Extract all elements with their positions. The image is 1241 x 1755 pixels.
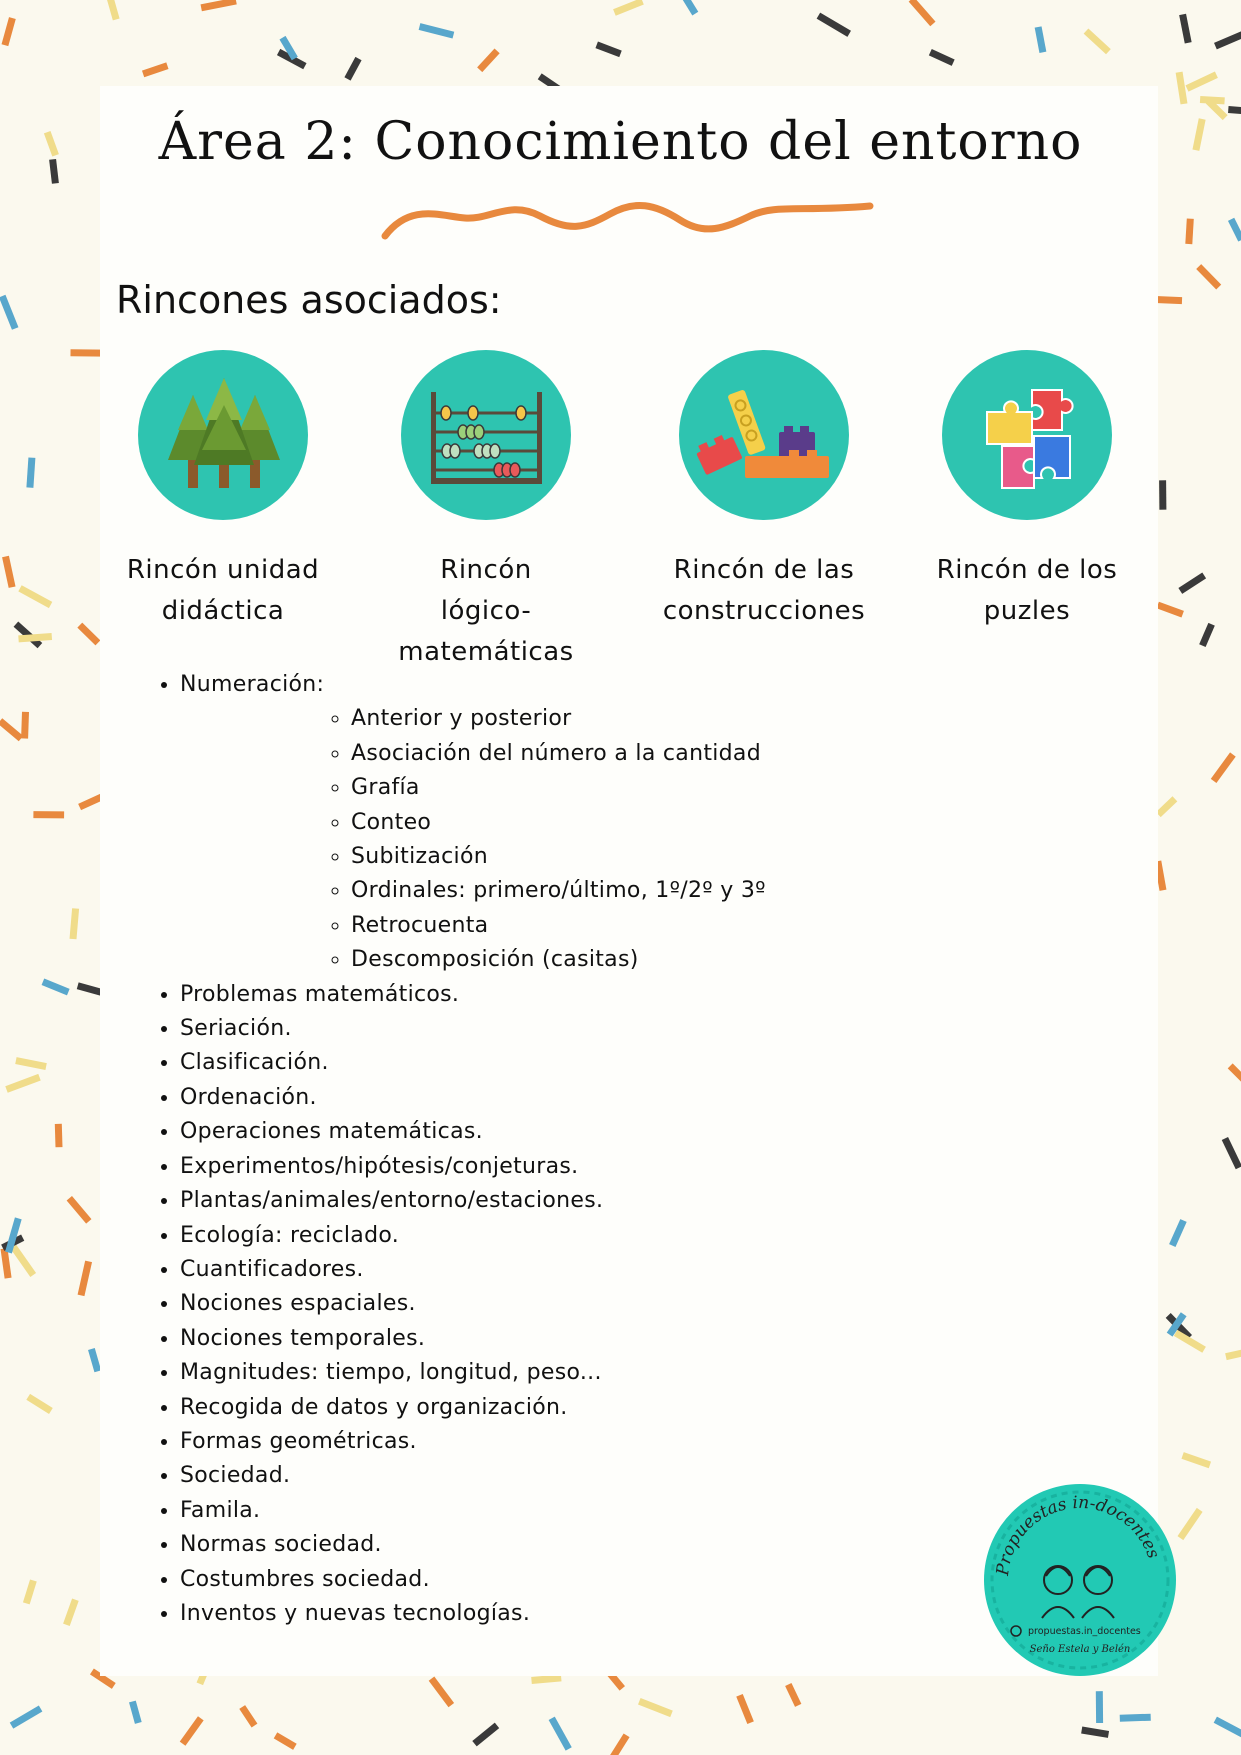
corner-label-line2: lógico-matemáticas <box>398 596 574 667</box>
list-item: • Formas geométricas. <box>180 1425 766 1459</box>
list-item: • Problemas matemáticos. <box>180 978 766 1012</box>
confetti-sprinkle <box>2 296 15 328</box>
confetti-sprinkle <box>25 712 26 739</box>
stamp-brand-text: Propuestas in-docentes <box>993 1492 1164 1577</box>
sub-list <box>180 702 766 977</box>
list-item: • Recogida de datos y organización. <box>180 1391 766 1425</box>
confetti-sprinkle <box>1200 100 1225 101</box>
list-item: • Nociones temporales. <box>180 1322 766 1356</box>
confetti-sprinkle <box>91 1349 97 1371</box>
list-item: • Experimentos/hipótesis/conjeturas. <box>180 1150 766 1184</box>
list-item: • Plantas/animales/entorno/estaciones. <box>180 1184 766 1218</box>
blocks-icon <box>679 350 849 520</box>
confetti-sprinkle <box>183 1718 201 1743</box>
confetti-sprinkle <box>1158 861 1163 890</box>
corner-logico-matematicas <box>356 350 616 673</box>
list-item: • Operaciones matemáticas. <box>180 1115 766 1149</box>
confetti-sprinkle <box>13 1247 33 1275</box>
sub-list-item: ◦ Anterior y posterior <box>351 702 766 736</box>
stamp-authors-text: Seño Estela y Belén <box>1029 1644 1131 1655</box>
confetti-sprinkle <box>81 1261 89 1295</box>
confetti-sprinkle <box>639 1701 671 1714</box>
confetti-sprinkle <box>201 1 236 8</box>
confetti-sprinkle <box>1082 1730 1109 1734</box>
corner-label-line1: Rincón unidad <box>126 555 320 585</box>
trees-icon <box>138 350 308 520</box>
confetti-sprinkle <box>1187 75 1216 89</box>
confetti-sprinkle <box>1202 624 1211 645</box>
confetti-sprinkle <box>108 0 117 19</box>
confetti-sprinkle <box>6 557 13 588</box>
corner-label-line2: didáctica <box>161 596 285 626</box>
sub-list-item: ◦ Asociación del número a la cantidad <box>351 737 766 771</box>
confetti-sprinkle <box>1180 575 1204 591</box>
confetti-sprinkle <box>1180 1510 1199 1538</box>
confetti-sprinkle <box>475 1725 498 1743</box>
confetti-sprinkle <box>4 1249 8 1279</box>
list-item <box>180 668 766 978</box>
confetti-sprinkle <box>26 1581 33 1604</box>
confetti-sprinkle <box>16 1061 46 1067</box>
list-item-text: Numeración: <box>180 672 325 697</box>
confetti-sprinkle <box>552 1718 569 1749</box>
corner-puzles <box>897 350 1157 632</box>
corner-label-line1: Rincón de los <box>936 555 1118 585</box>
confetti-sprinkle <box>911 0 933 24</box>
confetti-sprinkle <box>1225 1139 1239 1168</box>
list-item: • Nociones espaciales. <box>180 1287 766 1321</box>
corner-label-line1: Rincón <box>440 555 532 585</box>
confetti-sprinkle <box>1038 27 1043 52</box>
abacus-icon <box>401 350 571 520</box>
confetti-sprinkle <box>1215 1720 1241 1735</box>
sub-list-item: ◦ Grafía <box>351 771 766 805</box>
corner-label-line1: Rincón de las <box>673 555 855 585</box>
confetti-sprinkle <box>28 1397 51 1411</box>
confetti-sprinkle <box>420 27 454 36</box>
confetti-sprinkle <box>1158 799 1175 815</box>
confetti-sprinkle <box>1215 34 1241 46</box>
confetti-sprinkle <box>532 1678 562 1681</box>
confetti-sprinkle <box>1086 31 1108 52</box>
squiggle-divider <box>380 198 880 248</box>
confetti-sprinkle <box>1158 605 1183 614</box>
confetti-sprinkle <box>73 909 76 940</box>
confetti-sprinkle <box>1226 1351 1241 1357</box>
brand-stamp-logo <box>980 1480 1180 1680</box>
confetti-sprinkle <box>19 637 52 639</box>
confetti-sprinkle <box>69 1198 89 1221</box>
confetti-sprinkle <box>1183 1455 1210 1465</box>
confetti-sprinkle <box>58 1124 59 1147</box>
confetti-sprinkle <box>66 1600 75 1625</box>
confetti-sprinkle <box>12 1709 41 1726</box>
list-item: • Ecología: reciclado. <box>180 1219 766 1253</box>
list-item: • Seriación. <box>180 1012 766 1046</box>
confetti-sprinkle <box>143 66 167 74</box>
sub-list-item: ◦ Subitización <box>351 840 766 874</box>
confetti-sprinkle <box>7 1077 40 1089</box>
confetti-sprinkle <box>43 982 68 992</box>
list-item: • Costumbres sociedad. <box>180 1563 766 1597</box>
sub-list-item: ◦ Descomposición (casitas) <box>351 943 766 977</box>
list-item: • Clasificación. <box>180 1046 766 1080</box>
confetti-sprinkle <box>612 1735 627 1755</box>
confetti-sprinkle <box>1231 219 1241 240</box>
confetti-sprinkle <box>432 1679 452 1706</box>
confetti-sprinkle <box>681 0 695 14</box>
confetti-sprinkle <box>1199 267 1219 288</box>
content-list <box>140 668 766 1631</box>
confetti-sprinkle <box>818 16 849 34</box>
confetti-sprinkle <box>1120 1717 1151 1718</box>
confetti-sprinkle <box>614 1 642 12</box>
confetti-sprinkle <box>740 1695 751 1722</box>
confetti-sprinkle <box>1179 72 1184 104</box>
puzzle-icon <box>942 350 1112 520</box>
confetti-sprinkle <box>1172 1221 1183 1246</box>
confetti-sprinkle <box>597 45 621 54</box>
confetti-sprinkle <box>1189 219 1191 244</box>
confetti-sprinkle <box>480 51 497 70</box>
confetti-sprinkle <box>0 721 21 739</box>
stamp-handle-text: propuestas.in_docentes <box>1028 1626 1141 1637</box>
confetti-sprinkle <box>276 1735 295 1746</box>
sub-list-item: ◦ Conteo <box>351 806 766 840</box>
confetti-sprinkle <box>5 18 12 45</box>
confetti-sprinkle <box>78 986 101 993</box>
confetti-sprinkle <box>348 59 359 79</box>
confetti-sprinkle <box>1214 755 1233 781</box>
section-heading: Rincones asociados: <box>116 278 502 322</box>
confetti-sprinkle <box>788 1685 798 1706</box>
list-item: • Sociedad. <box>180 1459 766 1493</box>
sub-list-item: ◦ Retrocuenta <box>351 909 766 943</box>
confetti-sprinkle <box>1183 14 1189 42</box>
corner-construcciones <box>634 350 894 632</box>
corner-label-line2: puzles <box>983 596 1071 626</box>
page-title: Área 2: Conocimiento del entorno <box>158 112 1083 172</box>
corner-label-line2: construcciones <box>662 596 866 626</box>
sub-list-item: ◦ Ordinales: primero/último, 1º/2º y 3º <box>351 874 766 908</box>
confetti-sprinkle <box>1230 1066 1241 1084</box>
corner-unidad-didactica <box>93 350 353 632</box>
confetti-sprinkle <box>242 1707 254 1726</box>
confetti-sprinkle <box>930 52 953 63</box>
list-item: • Cuantificadores. <box>180 1253 766 1287</box>
confetti-sprinkle <box>30 458 32 488</box>
list-item: • Famila. <box>180 1494 766 1528</box>
list-item: • Ordenación. <box>180 1081 766 1115</box>
confetti-sprinkle <box>20 588 51 605</box>
confetti-sprinkle <box>132 1702 138 1723</box>
list-item: • Normas sociedad. <box>180 1528 766 1562</box>
list-item: • Inventos y nuevas tecnologías. <box>180 1597 766 1631</box>
list-item: • Magnitudes: tiempo, longitud, peso... <box>180 1356 766 1390</box>
